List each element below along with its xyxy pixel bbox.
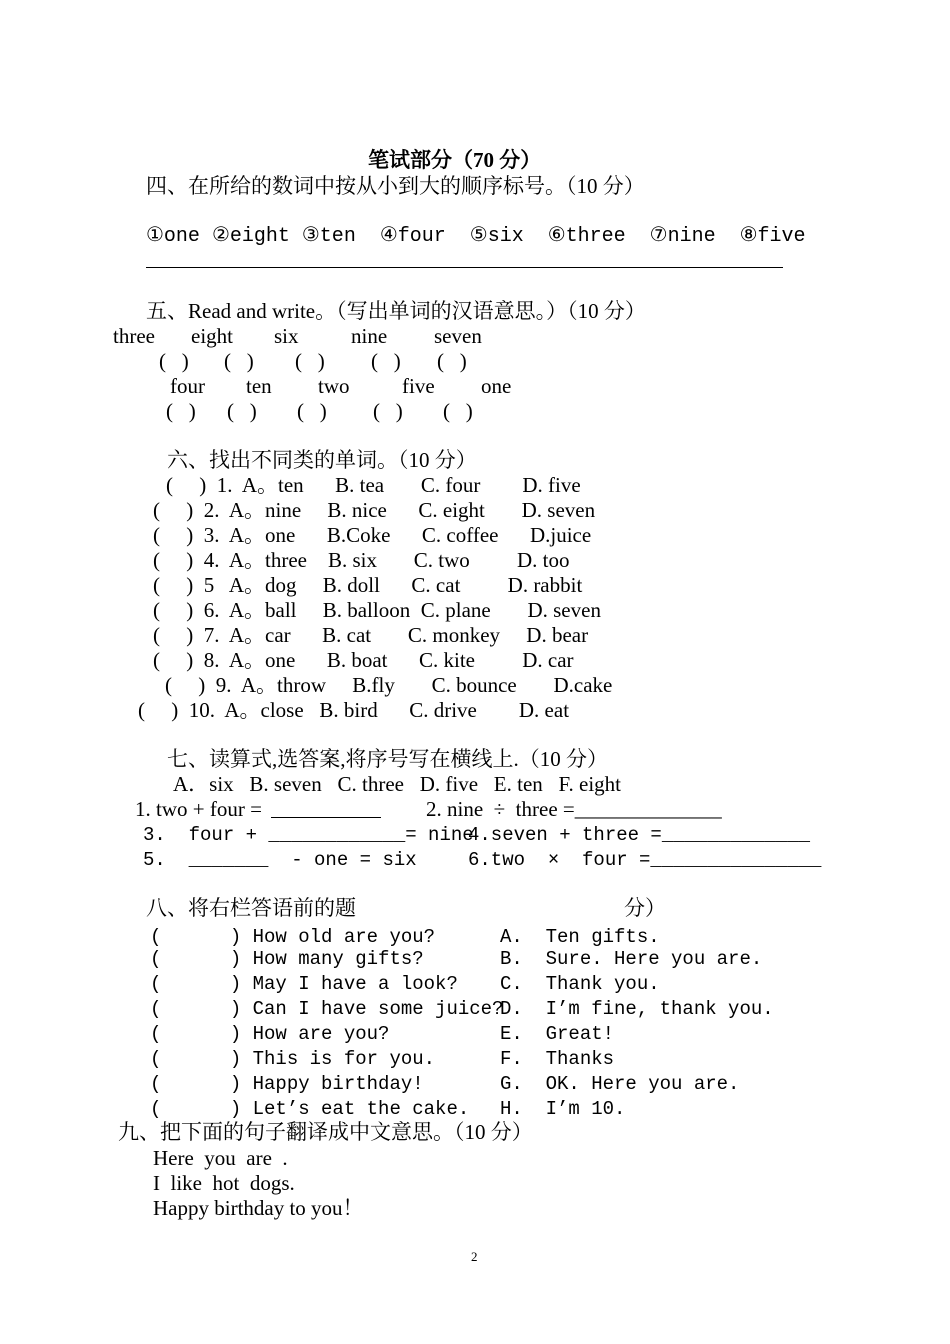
section-7-heading: 七、读算式,选答案,将序号写在横线上.（10 分） — [167, 747, 608, 771]
match-question: ( ) How old are you? — [150, 926, 436, 947]
match-question: ( ) May I have a look? — [150, 973, 458, 995]
section-8-heading-end: 分） — [624, 896, 666, 920]
match-answer: F. Thanks — [500, 1048, 615, 1070]
match-answer: H. I’m 10. — [500, 1098, 626, 1120]
translate-sentence: I like hot dogs. — [153, 1171, 295, 1195]
s5-blank[interactable]: ( ) — [224, 349, 254, 373]
s5-blank[interactable]: ( ) — [437, 349, 467, 373]
question-line: ( ) 3. A。one B.Coke C. coffee D.juice — [153, 523, 592, 547]
s5-word: two — [318, 374, 350, 398]
math-question-6: 6.two × four =_______________ — [468, 849, 822, 871]
question-line: ( ) 6. A。ball B. balloon C. plane D. seven — [153, 598, 601, 622]
match-answer: G. OK. Here you are. — [500, 1073, 740, 1095]
section-9-heading: 九、把下面的句子翻译成中文意思。（10 分） — [118, 1120, 533, 1144]
question-line: ( ) 8. A。one B. boat C. kite D. car — [153, 648, 574, 672]
s5-word: eight — [191, 324, 233, 348]
translate-sentence: Happy birthday to you！ — [153, 1196, 364, 1220]
section-7-options: A．six B. seven C. three D. five E. ten F. eight — [173, 772, 622, 796]
s5-word: ten — [246, 374, 272, 398]
section-8-heading: 八、将右栏答语前的题 — [146, 896, 356, 920]
match-answer: C. Thank you. — [500, 973, 660, 995]
question-line: ( ) 1. A。ten B. tea C. four D. five — [166, 473, 581, 497]
math-question-5: 5. _______ - one = six — [143, 849, 417, 871]
math-question-1: 1. two + four = — [135, 797, 262, 821]
match-question: ( ) How many gifts? — [150, 948, 424, 970]
s5-blank[interactable]: ( ) — [159, 349, 189, 373]
s5-blank[interactable]: ( ) — [297, 399, 327, 423]
page-number: 2 — [471, 1249, 478, 1264]
match-answer: A. Ten gifts. — [500, 926, 660, 947]
page-title: 笔试部分（70 分） — [368, 148, 542, 172]
answer-line[interactable] — [146, 267, 783, 268]
s5-blank[interactable]: ( ) — [166, 399, 196, 423]
match-question: ( ) Can I have some juice? — [150, 998, 504, 1020]
s5-blank[interactable]: ( ) — [227, 399, 257, 423]
s5-word: seven — [434, 324, 482, 348]
s5-blank[interactable]: ( ) — [295, 349, 325, 373]
question-line: ( ) 9. A。throw B.fly C. bounce D.cake — [165, 673, 613, 697]
question-line: ( ) 5 A。dog B. doll C. cat D. rabbit — [153, 573, 583, 597]
s5-word: four — [170, 374, 205, 398]
match-question: ( ) Let’s eat the cake. — [150, 1098, 470, 1120]
answer-line[interactable] — [271, 817, 381, 818]
question-line: ( ) 2. A。nine B. nice C. eight D. seven — [153, 498, 596, 522]
question-line: ( ) 7. A。car B. cat C. monkey D. bear — [153, 623, 589, 647]
match-question: ( ) This is for you. — [150, 1048, 436, 1070]
s5-word: three — [113, 324, 155, 348]
translate-sentence: Here you are . — [153, 1146, 288, 1170]
s5-word: nine — [351, 324, 388, 348]
section-5-heading: 五、Read and write。（写出单词的汉语意思。）（10 分） — [146, 299, 646, 323]
match-answer: B. Sure. Here you are. — [500, 948, 763, 970]
match-question: ( ) Happy birthday! — [150, 1073, 424, 1095]
clipped-row — [150, 921, 850, 947]
s5-blank[interactable]: ( ) — [373, 399, 403, 423]
section-4-heading: 四、在所给的数词中按从小到大的顺序标号。（10 分） — [146, 174, 645, 198]
match-question: ( ) How are you? — [150, 1023, 390, 1045]
math-question-3: 3. four + ____________= nine — [143, 824, 474, 846]
match-answer: D. I’m fine, thank you. — [500, 998, 774, 1020]
s5-word: five — [402, 374, 435, 398]
math-question-2: 2. nine ÷ three =______________ — [426, 797, 722, 821]
section-6-heading: 六、找出不同类的单词。（10 分） — [167, 448, 477, 472]
match-answer: E. Great! — [500, 1023, 615, 1045]
s5-blank[interactable]: ( ) — [371, 349, 401, 373]
section-4-numbers: ①one ②eight ③ten ④four ⑤six ⑥three ⑦nine ⑧five — [146, 225, 806, 248]
question-line: ( ) 10. A。close B. bird C. drive D. eat — [138, 698, 570, 722]
question-line: ( ) 4. A。three B. six C. two D. too — [153, 548, 570, 572]
s5-blank[interactable]: ( ) — [443, 399, 473, 423]
math-question-4: 4.seven + three =_____________ — [468, 824, 811, 846]
s5-word: one — [481, 374, 512, 398]
s5-word: six — [274, 324, 299, 348]
